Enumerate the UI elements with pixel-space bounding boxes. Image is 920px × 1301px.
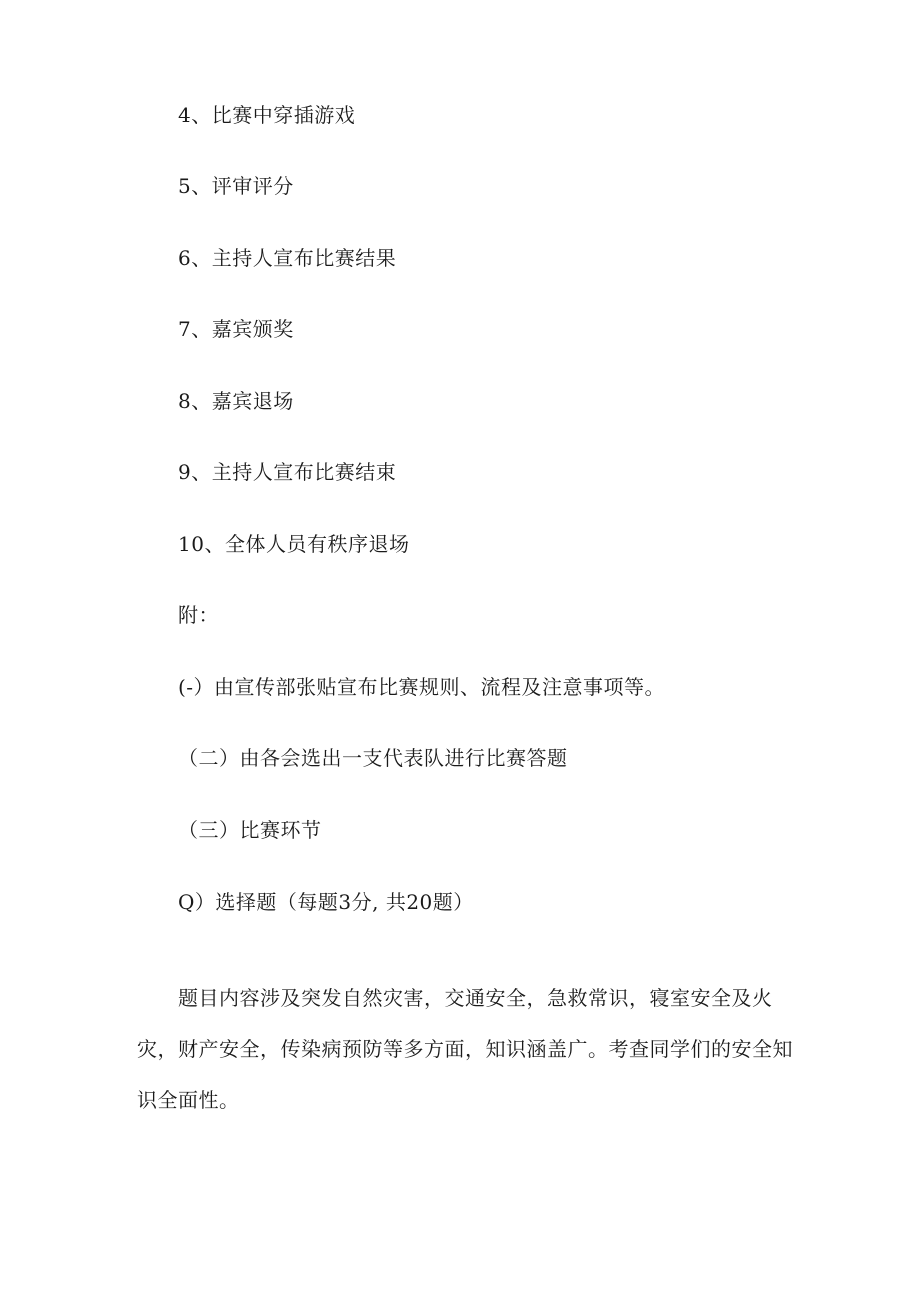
step-4: 4、比赛中穿插游戏 <box>178 103 356 127</box>
step-10: 10、全体人员有秩序退场 <box>178 532 410 556</box>
appendix-title: 附： <box>178 603 219 627</box>
step-5: 5、评审评分 <box>178 174 294 198</box>
section-heading: Q）选择题（每题3分, 共20题） <box>178 890 474 914</box>
appendix-item-3: （三）比赛环节 <box>178 818 322 842</box>
step-9: 9、主持人宣布比赛结束 <box>178 460 397 484</box>
step-6: 6、主持人宣布比赛结果 <box>178 246 397 270</box>
appendix-item-2: （二）由各会选出一支代表队进行比赛答题 <box>178 746 568 770</box>
appendix-item-1: (-）由宣传部张贴宣布比赛规则、流程及注意事项等。 <box>178 675 666 699</box>
step-8: 8、嘉宾退场 <box>178 389 294 413</box>
step-7: 7、嘉宾颁奖 <box>178 317 294 341</box>
body-paragraph: 题目内容涉及突发自然灾害，交通安全，急救常识，寝室安全及火灾，财产安全，传染病预防等多方面，知识涵盖广。考查同学们的安全知识全面性。 <box>137 986 793 1112</box>
